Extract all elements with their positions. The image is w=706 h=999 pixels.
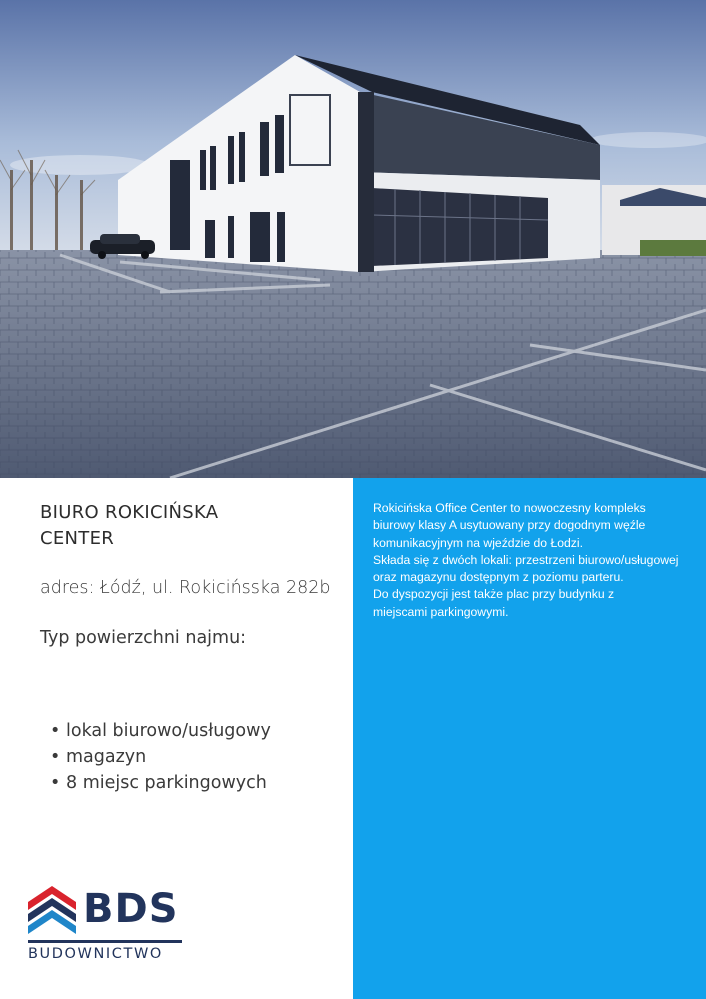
building-photo xyxy=(0,0,706,478)
brand-tagline: BUDOWNICTWO xyxy=(28,946,163,962)
listing-address: adres: Łódź, ul. Rokicińsska 282b xyxy=(40,578,331,598)
house-logo-icon xyxy=(28,886,76,938)
listing-panel xyxy=(0,478,353,999)
rent-type-label: Typ powierzchni najmu: xyxy=(40,628,247,648)
logo-divider xyxy=(28,940,182,943)
description-line: Składa się z dwóch lokali: przestrzeni biurowo/usługowej xyxy=(373,552,679,567)
description-line: Rokicińska Office Center to nowoczesny kompleks xyxy=(373,501,646,515)
description-line: komunikacyjnym na wjeździe do Łodzi. xyxy=(373,535,583,550)
description-line: oraz magazynu dostępnym z poziomu parteru. xyxy=(373,570,624,585)
features-list xyxy=(50,718,271,796)
description-line: Do dyspozycji jest także plac przy budynku z xyxy=(373,587,615,602)
feature-item-warehouse: • magazyn xyxy=(50,744,271,770)
listing-title xyxy=(40,500,330,552)
bds-logo xyxy=(28,886,188,976)
feature-item-parking: • 8 miejsc parkingowych xyxy=(50,770,271,796)
description-text xyxy=(373,500,703,621)
listing-title-line1: BIURO ROKICIŃSKA xyxy=(40,502,219,523)
description-line: biurowy klasy A usytuowany przy dogodnym węźle xyxy=(373,518,646,533)
feature-item-office: • lokal biurowo/usługowy xyxy=(50,718,271,744)
description-line: miejscami parkingowymi. xyxy=(373,604,509,619)
description-panel xyxy=(353,478,706,999)
brand-name: BDS xyxy=(83,886,179,932)
listing-title-line2: CENTER xyxy=(40,528,115,549)
